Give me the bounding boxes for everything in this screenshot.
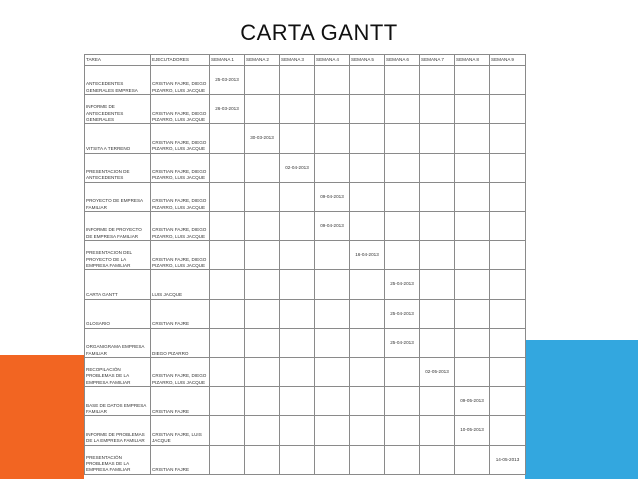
table-row	[85, 66, 526, 95]
empty-week-cell	[455, 328, 490, 357]
empty-week-cell	[490, 270, 526, 299]
empty-week-cell	[385, 153, 420, 182]
column-header: SEMANA 7	[420, 55, 455, 66]
empty-week-cell	[350, 270, 385, 299]
empty-week-cell	[280, 299, 315, 328]
empty-week-cell	[315, 445, 350, 474]
empty-week-cell	[490, 95, 526, 124]
date-cell: 02-04-2013	[280, 153, 315, 182]
table-row	[85, 153, 526, 182]
empty-week-cell	[420, 241, 455, 270]
executors-cell: DIEGO PIZARRO	[151, 328, 210, 357]
empty-week-cell	[420, 445, 455, 474]
orange-decor-block	[0, 355, 84, 479]
empty-week-cell	[280, 328, 315, 357]
table-row	[85, 328, 526, 357]
task-cell: VITSITA A TERRENO	[85, 124, 151, 153]
empty-week-cell	[315, 124, 350, 153]
empty-week-cell	[210, 270, 245, 299]
empty-week-cell	[210, 299, 245, 328]
executors-cell: CRISTIAN FAJRE, DIEGO PIZARRO, LUIS JACQUE	[151, 358, 210, 387]
empty-week-cell	[350, 387, 385, 416]
executors-cell: CRISTIAN FAJRE, DIEGO PIZARRO, LUIS JACQUE	[151, 182, 210, 211]
task-cell: ANTECEDENTES GENERALES EMPRESA	[85, 66, 151, 95]
empty-week-cell	[245, 445, 280, 474]
empty-week-cell	[350, 328, 385, 357]
empty-week-cell	[420, 124, 455, 153]
column-header: SEMANA 8	[455, 55, 490, 66]
task-cell: PROYECTO DE EMPRESA FAMILIAR	[85, 182, 151, 211]
empty-week-cell	[385, 124, 420, 153]
column-header: SEMANA 2	[245, 55, 280, 66]
empty-week-cell	[280, 387, 315, 416]
empty-week-cell	[280, 241, 315, 270]
empty-week-cell	[245, 212, 280, 241]
empty-week-cell	[385, 95, 420, 124]
empty-week-cell	[455, 124, 490, 153]
empty-week-cell	[385, 387, 420, 416]
empty-week-cell	[455, 241, 490, 270]
empty-week-cell	[490, 416, 526, 445]
column-header: SEMANA 3	[280, 55, 315, 66]
empty-week-cell	[385, 182, 420, 211]
task-cell: PRESENTACIÓN PROBLEMAS DE LA EMPRESA FAMILIAR	[85, 445, 151, 474]
empty-week-cell	[490, 212, 526, 241]
task-cell: INFORME DE ANTECEDENTES GENERALES	[85, 95, 151, 124]
slide-title: CARTA GANTT	[240, 20, 398, 45]
empty-week-cell	[420, 153, 455, 182]
date-cell: 09-05-2013	[455, 387, 490, 416]
executors-cell: CRISTIAN FAJRE, LUIS JACQUE	[151, 416, 210, 445]
date-cell: 09-04-2013	[315, 182, 350, 211]
date-cell: 25-04-2013	[385, 328, 420, 357]
table-row	[85, 95, 526, 124]
empty-week-cell	[245, 270, 280, 299]
column-header: SEMANA 6	[385, 55, 420, 66]
column-header: TAREA	[85, 55, 151, 66]
blue-decor-block	[525, 340, 638, 479]
empty-week-cell	[210, 124, 245, 153]
empty-week-cell	[455, 270, 490, 299]
empty-week-cell	[455, 445, 490, 474]
empty-week-cell	[245, 241, 280, 270]
empty-week-cell	[350, 66, 385, 95]
date-cell: 30-03-2013	[245, 124, 280, 153]
empty-week-cell	[385, 358, 420, 387]
task-cell: GLOSARIO	[85, 299, 151, 328]
table-row	[85, 387, 526, 416]
empty-week-cell	[245, 66, 280, 95]
empty-week-cell	[350, 212, 385, 241]
empty-week-cell	[420, 416, 455, 445]
task-cell: BASE DE DATOS EMPRESA FAMILIAR	[85, 387, 151, 416]
empty-week-cell	[455, 212, 490, 241]
executors-cell: CRISTIAN FAJRE, DIEGO PIZARRO, LUIS JACQUE	[151, 124, 210, 153]
empty-week-cell	[210, 358, 245, 387]
empty-week-cell	[420, 299, 455, 328]
empty-week-cell	[350, 445, 385, 474]
empty-week-cell	[490, 387, 526, 416]
table-row	[85, 270, 526, 299]
empty-week-cell	[315, 95, 350, 124]
empty-week-cell	[315, 416, 350, 445]
table-row	[85, 416, 526, 445]
empty-week-cell	[280, 416, 315, 445]
empty-week-cell	[280, 445, 315, 474]
empty-week-cell	[490, 299, 526, 328]
empty-week-cell	[420, 328, 455, 357]
empty-week-cell	[210, 416, 245, 445]
empty-week-cell	[420, 270, 455, 299]
executors-cell: CRISTIAN FAJRE, DIEGO PIZARRO, LUIS JACQUE	[151, 153, 210, 182]
empty-week-cell	[210, 212, 245, 241]
column-header: SEMANA 1	[210, 55, 245, 66]
date-cell: 26-03-2013	[210, 95, 245, 124]
task-cell: PRESENTACION DEL PROYECTO DE LA EMPRESA FAMILIAR	[85, 241, 151, 270]
empty-week-cell	[455, 66, 490, 95]
empty-week-cell	[385, 445, 420, 474]
empty-week-cell	[210, 387, 245, 416]
executors-cell: CRISTIAN FAJRE	[151, 299, 210, 328]
empty-week-cell	[315, 241, 350, 270]
table-row	[85, 124, 526, 153]
empty-week-cell	[210, 445, 245, 474]
executors-cell: CRISTIAN FAJRE	[151, 445, 210, 474]
empty-week-cell	[210, 241, 245, 270]
empty-week-cell	[385, 212, 420, 241]
table-row	[85, 212, 526, 241]
empty-week-cell	[210, 182, 245, 211]
empty-week-cell	[350, 95, 385, 124]
date-cell: 25-04-2013	[385, 299, 420, 328]
empty-week-cell	[490, 153, 526, 182]
table-row	[85, 358, 526, 387]
empty-week-cell	[280, 124, 315, 153]
date-cell: 09-04-2013	[315, 212, 350, 241]
empty-week-cell	[420, 66, 455, 95]
empty-week-cell	[280, 358, 315, 387]
task-cell: INFORME DE PROYECTO DE EMPRESA FAMILIAR	[85, 212, 151, 241]
date-cell: 02-05-2013	[420, 358, 455, 387]
column-header: EJECUTADORES	[151, 55, 210, 66]
executors-cell: CRISTIAN FAJRE, DIEGO PIZARRO, LUIS JACQUE	[151, 241, 210, 270]
empty-week-cell	[280, 270, 315, 299]
empty-week-cell	[490, 124, 526, 153]
empty-week-cell	[245, 416, 280, 445]
empty-week-cell	[315, 328, 350, 357]
task-cell: CARTA GANTT	[85, 270, 151, 299]
task-cell: INFORME DE PROBLEMAS DE LA EMPRESA FAMILIAR	[85, 416, 151, 445]
empty-week-cell	[455, 153, 490, 182]
empty-week-cell	[210, 153, 245, 182]
empty-week-cell	[315, 299, 350, 328]
empty-week-cell	[385, 241, 420, 270]
column-header: SEMANA 5	[350, 55, 385, 66]
column-header: SEMANA 4	[315, 55, 350, 66]
empty-week-cell	[385, 66, 420, 95]
empty-week-cell	[490, 66, 526, 95]
empty-week-cell	[420, 182, 455, 211]
date-cell: 14-05-2013	[490, 445, 526, 474]
empty-week-cell	[280, 212, 315, 241]
empty-week-cell	[350, 416, 385, 445]
empty-week-cell	[385, 416, 420, 445]
empty-week-cell	[315, 66, 350, 95]
gantt-table	[84, 54, 526, 475]
empty-week-cell	[350, 299, 385, 328]
task-cell: RECOPILACIÓN PROBLEMAS DE LA EMPRESA FAMILIAR	[85, 358, 151, 387]
table-row	[85, 182, 526, 211]
task-cell: ORGANIGRAMA EMPRESA FAMILIAR	[85, 328, 151, 357]
empty-week-cell	[315, 387, 350, 416]
empty-week-cell	[245, 358, 280, 387]
empty-week-cell	[245, 387, 280, 416]
empty-week-cell	[455, 358, 490, 387]
empty-week-cell	[350, 182, 385, 211]
empty-week-cell	[350, 153, 385, 182]
executors-cell: CRISTIAN FAJRE, DIEGO PIZARRO, LUIS JACQUE	[151, 212, 210, 241]
empty-week-cell	[245, 328, 280, 357]
empty-week-cell	[420, 387, 455, 416]
empty-week-cell	[350, 358, 385, 387]
executors-cell: LUIS JACQUE	[151, 270, 210, 299]
empty-week-cell	[455, 299, 490, 328]
empty-week-cell	[245, 153, 280, 182]
table-row	[85, 241, 526, 270]
executors-cell: CRISTIAN FAJRE	[151, 387, 210, 416]
task-cell: PRESENTACION DE ANTECEDENTES	[85, 153, 151, 182]
empty-week-cell	[455, 182, 490, 211]
empty-week-cell	[280, 66, 315, 95]
empty-week-cell	[245, 182, 280, 211]
date-cell: 25-03-2013	[210, 66, 245, 95]
empty-week-cell	[245, 299, 280, 328]
empty-week-cell	[210, 328, 245, 357]
empty-week-cell	[490, 182, 526, 211]
empty-week-cell	[315, 270, 350, 299]
executors-cell: CRISTIAN FAJRE, DIEGO PIZARRO, LUIS JACQUE	[151, 66, 210, 95]
empty-week-cell	[490, 328, 526, 357]
empty-week-cell	[315, 153, 350, 182]
table-row	[85, 445, 526, 474]
header-row	[85, 55, 526, 66]
column-header: SEMANA 9	[490, 55, 526, 66]
empty-week-cell	[420, 212, 455, 241]
empty-week-cell	[315, 358, 350, 387]
empty-week-cell	[280, 95, 315, 124]
empty-week-cell	[490, 358, 526, 387]
empty-week-cell	[350, 124, 385, 153]
empty-week-cell	[245, 95, 280, 124]
date-cell: 25-04-2013	[385, 270, 420, 299]
empty-week-cell	[455, 95, 490, 124]
date-cell: 10-05-2013	[455, 416, 490, 445]
empty-week-cell	[420, 95, 455, 124]
date-cell: 16-04-2013	[350, 241, 385, 270]
empty-week-cell	[280, 182, 315, 211]
executors-cell: CRISTIAN FAJRE, DIEGO PIZARRO, LUIS JACQUE	[151, 95, 210, 124]
table-row	[85, 299, 526, 328]
empty-week-cell	[490, 241, 526, 270]
